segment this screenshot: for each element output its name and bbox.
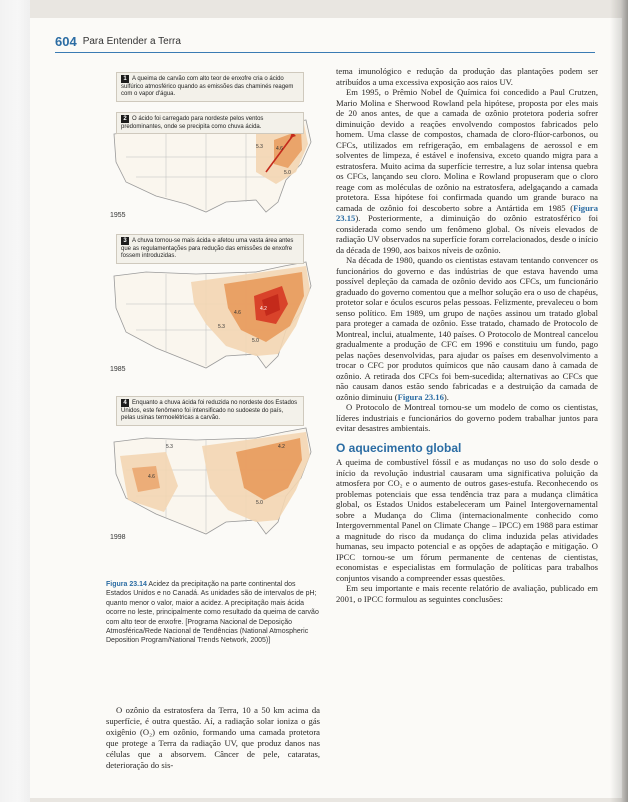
running-header [55, 30, 181, 52]
page-edge-shadow [610, 0, 628, 802]
year-label: 1985 [110, 366, 126, 373]
callout-1: 1 A queima de carvão com alto teor de enxofre cria o ácido sulfúrico atmosférico quando as emissões das chaminés reagem com o vapor d'água. [116, 72, 304, 102]
book-title: Para Entender a Terra [82, 35, 181, 47]
iso-label: 5.0 [252, 338, 259, 344]
paragraph: O Protocolo de Montreal tornou-se um modelo de como os cientistas, líderes industriais e funcionários do governo podem trabalhar juntos para evitar desastres ambientais. [336, 402, 598, 433]
iso-label: 5.0 [284, 170, 291, 176]
book-gutter [0, 0, 30, 802]
header-rule [55, 52, 595, 53]
figure-reference[interactable]: Figura 23.16 [397, 391, 444, 402]
iso-label: 5.3 [166, 444, 173, 450]
paragraph: Na década de 1980, quando os cientistas estavam tentando convencer os funcionários do governo e das indústrias de que estava havendo uma possível depleção da camada de ozônio devido aos CFCs, um funcionário graduado do governo comentou que a melhor solução era o uso de chapéus, protetor solar e óculos escuros pelas pessoas. Felizmente, prevaleceu o bom senso político. Em 1989, um grupo de nações assinou um tratado global para proteger a camada de ozônio. Esse tratado, chamado de Protocolo de Montreal, inclui, atualmente, 140 países. O Protocolo de Montreal cancelou gradualmente a produção de CFC em 1996 e constituiu um fundo, pago pelas nações desenvolvidas, para ajudar os países em desenvolvimento a trocar o CFC por produtos químicos que não causam dano à camada de ozônio. A retirada dos CFCs foi bem-sucedida; alternativas ao CFCs que não causam danos estão sendo fabricadas e a destruição da camada de ozônio diminuiu (Figura 23.16). [336, 255, 598, 402]
callout-2: 2 O ácido foi carregado para nordeste pelos ventos predominantes, onde se precipita como chuva ácida. [116, 112, 304, 134]
page-number: 604 [55, 33, 77, 49]
caption-text: Acidez da precipitação na parte continental dos Estados Unidos e no Canadá. As unidades são de intervalos de pH; quanto menor o valor, maior a acidez. A precipitação mais ácida ocorre no leste, principalmente como resultado da queima de carvão com alto teor de enxofre. [Programa Nacional de Deposição Atmosférica/Rede Nacional de Tendências (National Atmospheric Deposition Program/National Trends Network, 2005)] [106, 581, 319, 645]
year-label: 1998 [110, 534, 126, 541]
iso-label: 5.3 [218, 324, 225, 330]
map-panel-1985 [106, 234, 316, 386]
iso-label: 5.3 [256, 144, 263, 150]
map-panel-1955 [106, 72, 316, 224]
right-column [336, 66, 598, 604]
iso-label: 4.6 [148, 474, 155, 480]
paragraph: tema imunológico e redução da produção das plantações podem ser atribuídos a uma excessiva exposição aos raios UV. [336, 66, 598, 87]
iso-label: 4.6 [276, 146, 283, 152]
iso-label: 4.2 [278, 444, 285, 450]
section-heading: O aquecimento global [336, 440, 462, 455]
callout-3: 3 A chuva tornou-se mais ácida e afetou uma vasta área antes que as regulamentações para redução das emissões de enxofre fossem introduzidas. [116, 234, 304, 264]
figure-reference[interactable]: Figura 23.15 [336, 202, 598, 223]
figure-label: Figura 23.14 [106, 581, 147, 588]
figure-caption [106, 580, 320, 646]
paragraph: Em seu importante e mais recente relatório de avaliação, publicado em 2001, o IPCC formulou as seguintes conclusões: [336, 583, 598, 604]
iso-label: 4.2 [260, 306, 267, 312]
paragraph: A queima de combustível fóssil e as mudanças no uso do solo desde o início da revolução industrial causaram uma significativa poluição da atmosfera por CO₂ e o aumento de outros gases-estufa. Reconhecendo os problemas potenciais que essa tendência traz para a mudança climática global, os Estados Unidos estabeleceram um Painel Intergovernamental sobre a Mudança do Clima (internacionalmente conhecido como Intergovernmental Panel on Climate Change – IPCC) em 1988 para estimar a magnitude do risco da mudança do clima induzida pelas atividades humanas, seu impacto potencial e as opções de adaptação e mitigação. O IPCC tornou-se um fórum permanente de centenas de cientistas, economistas e especialistas em formulação de políticas para trabalhos conjuntos visando a compreender essas questões. [336, 457, 598, 583]
map-panel-1998 [106, 396, 316, 548]
left-body-paragraph: O ozônio da estratosfera da Terra, 10 a 50 km acima da superfície, é outra questão. Aí, a radiação solar ioniza o gás oxigênio (O₂) em ozônio, formando uma camada protetora que protege a Terra da radiação UV, que produz danos nas células que a absorvem. Câncer de pele, cataratas, deterioração do sis- [106, 705, 320, 770]
acid-rain-figure [106, 72, 316, 558]
iso-label: 4.6 [234, 310, 241, 316]
iso-label: 5.0 [256, 500, 263, 506]
year-label: 1955 [110, 212, 126, 219]
callout-4: 4 Enquanto a chuva ácida foi reduzida no nordeste dos Estados Unidos, este fenômeno foi intensificado no sudoeste do país, pelas usinas termoelétricas a carvão. [116, 396, 304, 426]
paragraph: Em 1995, o Prêmio Nobel de Química foi concedido a Paul Crutzen, Mario Molina e Sherwood Rowland pela hipótese, proposta por eles mais de 20 anos antes, de que a camada de ozônio protetora poderia sofrer diminuição devido a reações envolvendo compostos fabricados pelo homem. Uma classe de compostos, chamada de cloro-flúor-carbonos, ou CFCs, utilizados em refrigeração, em embalagens de aerossol e em solventes de limpeza, é estável e inofensiva, exceto quando migra para a estratosfera. Muito acima da superfície terrestre, a luz solar intensa quebra os CFCs, lançando seu cloro. Molina e Rowland propuseram que o cloro reage com as moléculas de ozônio na estratosfera, adelgaçando a camada protetora. Essa hipótese foi confirmada quando um grande buraco na camada de ozônio foi descoberto sobre a Antártida em 1985 (Figura 23.15). Posteriormente, a diminuição do ozônio estratosférico foi considerada como sendo um fenômeno global. Os níveis elevados de radiação UV observados na superfície foram correlacionados, desde o início da década de 1990, aos baixos níveis de ozônio. [336, 87, 598, 255]
